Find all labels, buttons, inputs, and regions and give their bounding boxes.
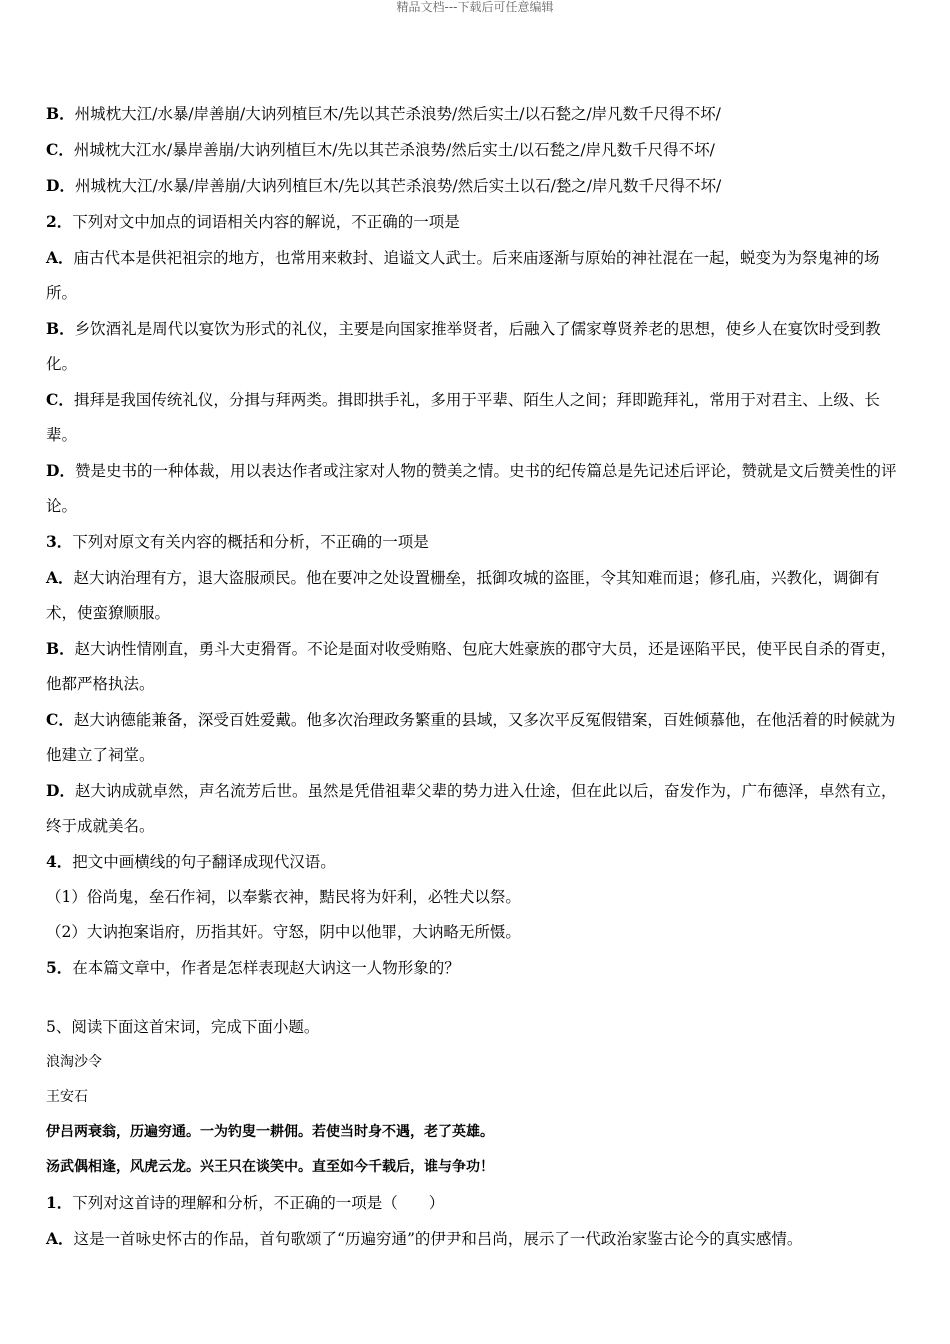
option-text: 庙古代本是供祀祖宗的地方，也常用来敕封、追谥文人武士。后来庙逐渐与原始的神社混在一起，蜕变为为祭鬼神的场所。 [46, 249, 880, 302]
q4-item-2: （2）大讷抱案诣府，历指其奸。守怒，阴中以他罪，大讷略无所慑。 [46, 923, 521, 941]
option-label: C． [46, 710, 74, 729]
option-label: B． [46, 639, 75, 658]
option-label: A． [46, 1229, 74, 1248]
option-label: C． [46, 140, 74, 159]
q4-item-1: （1）俗尚鬼，垒石作祠，以奉紫衣神，黠民将为奸利，必牲犬以祭。 [46, 888, 521, 906]
poem-author: 王安石 [46, 1089, 88, 1105]
q3-option-a [46, 560, 898, 631]
option-text: 赵大讷成就卓然，声名流芳后世。虽然是凭借祖辈父辈的势力进入仕途，但在此以后，奋发作为，广布德泽，卓然有立，终于成就美名。 [46, 782, 897, 835]
q1-option-c [46, 132, 898, 168]
question-number: 5． [46, 958, 73, 977]
option-text: 赵大讷性情刚直，勇斗大吏猾胥。不论是面对收受贿赂、包庇大姓豪族的郡守大员，还是诬陷平民，使平民自杀的胥吏，他都严格执法。 [46, 640, 897, 693]
option-label: C． [46, 390, 74, 409]
option-text: 这是一首咏史怀古的作品，首句歌颂了“历遍穷通”的伊尹和吕尚，展示了一代政治家鉴古论今的真实感情。 [73, 1230, 803, 1248]
s5-q1-option-a [46, 1221, 898, 1257]
option-text: 揖拜是我国传统礼仪，分揖与拜两类。揖即拱手礼，多用于平辈、陌生人之间；拜即跪拜礼，常用于对君主、上级、长辈。 [46, 391, 880, 444]
poem-line-1: 伊吕两衰翁，历遍穷通。一为钓叟一耕佣。若使当时身不遇，老了英雄。 [46, 1124, 494, 1140]
q5-stem [46, 950, 898, 986]
s5-q1-stem [46, 1185, 898, 1221]
q2-option-c [46, 382, 898, 453]
q3-option-d [46, 773, 898, 844]
option-text: 赞是史书的一种体裁，用以表达作者或注家对人物的赞美之情。史书的纪传篇总是先记述后评论，赞就是文后赞美性的评论。 [46, 462, 897, 515]
option-label: B． [46, 319, 75, 338]
question-number: 2． [46, 212, 73, 231]
option-label: D． [46, 781, 75, 800]
option-label: D． [46, 461, 75, 480]
option-text: 乡饮酒礼是周代以宴饮为形式的礼仪，主要是向国家推举贤者，后融入了儒家尊贤养老的思想，使乡人在宴饮时受到教化。 [46, 320, 881, 373]
q2-stem [46, 204, 898, 240]
poem-line-2: 汤武偶相逢，风虎云龙。兴王只在谈笑中。直至如今千载后，谁与争功！ [46, 1159, 494, 1175]
q3-option-b [46, 631, 898, 702]
question-text: 把文中画横线的句子翻译成现代汉语。 [72, 853, 336, 871]
question-text: 下列对这首诗的理解和分析，不正确的一项是（ ） [72, 1194, 445, 1212]
q3-stem [46, 524, 898, 560]
question-number: 3． [46, 532, 73, 551]
q2-option-b [46, 311, 898, 382]
option-label: D． [46, 176, 75, 195]
q4-stem [46, 844, 898, 880]
question-text: 在本篇文章中，作者是怎样表现赵大讷这一人物形象的？ [72, 959, 460, 977]
page-header: 精品文档---下载后可任意编辑 [396, 0, 554, 14]
question-text: 下列对文中加点的词语相关内容的解说，不正确的一项是 [72, 213, 460, 231]
poem-title: 浪淘沙令 [46, 1054, 102, 1070]
option-label: A． [46, 248, 74, 267]
question-number: 1． [46, 1193, 73, 1212]
option-text: 赵大讷治理有方，退大盗服顽民。他在要冲之处设置栅垒，抵御攻城的盗匪，令其知难而退；修孔庙，兴教化，调御有术，使蛮獠顺服。 [46, 569, 880, 622]
option-label: A． [46, 568, 74, 587]
q1-option-b [46, 96, 898, 132]
q2-option-d [46, 453, 898, 524]
q3-option-c [46, 702, 898, 773]
option-text: 州城枕大江水/暴岸善崩/大讷列植巨木/先以其芒杀浪势/然后实土/以石甃之/岸凡数千尺得不坏/ [73, 141, 715, 159]
q2-option-a [46, 240, 898, 311]
question-number: 4． [46, 852, 73, 871]
document-body [46, 96, 898, 1257]
option-label: B． [46, 104, 75, 123]
spacer [46, 986, 898, 1010]
section-5-title: 5、阅读下面这首宋词，完成下面小题。 [46, 1018, 320, 1036]
option-text: 州城枕大江/水暴/岸善崩/大讷列植巨木/先以其芒杀浪势/然后实土以石/甃之/岸凡数千尺得不坏/ [74, 177, 722, 195]
option-text: 州城枕大江/水暴/岸善崩/大讷列植巨木/先以其芒杀浪势/然后实土/以石甃之/岸凡数千尺得不坏/ [74, 105, 721, 123]
q1-option-d [46, 168, 898, 204]
option-text: 赵大讷德能兼备，深受百姓爱戴。他多次治理政务繁重的县域，又多次平反冤假错案，百姓倾慕他，在他活着的时候就为他建立了祠堂。 [46, 711, 896, 764]
question-text: 下列对原文有关内容的概括和分析，不正确的一项是 [72, 533, 429, 551]
